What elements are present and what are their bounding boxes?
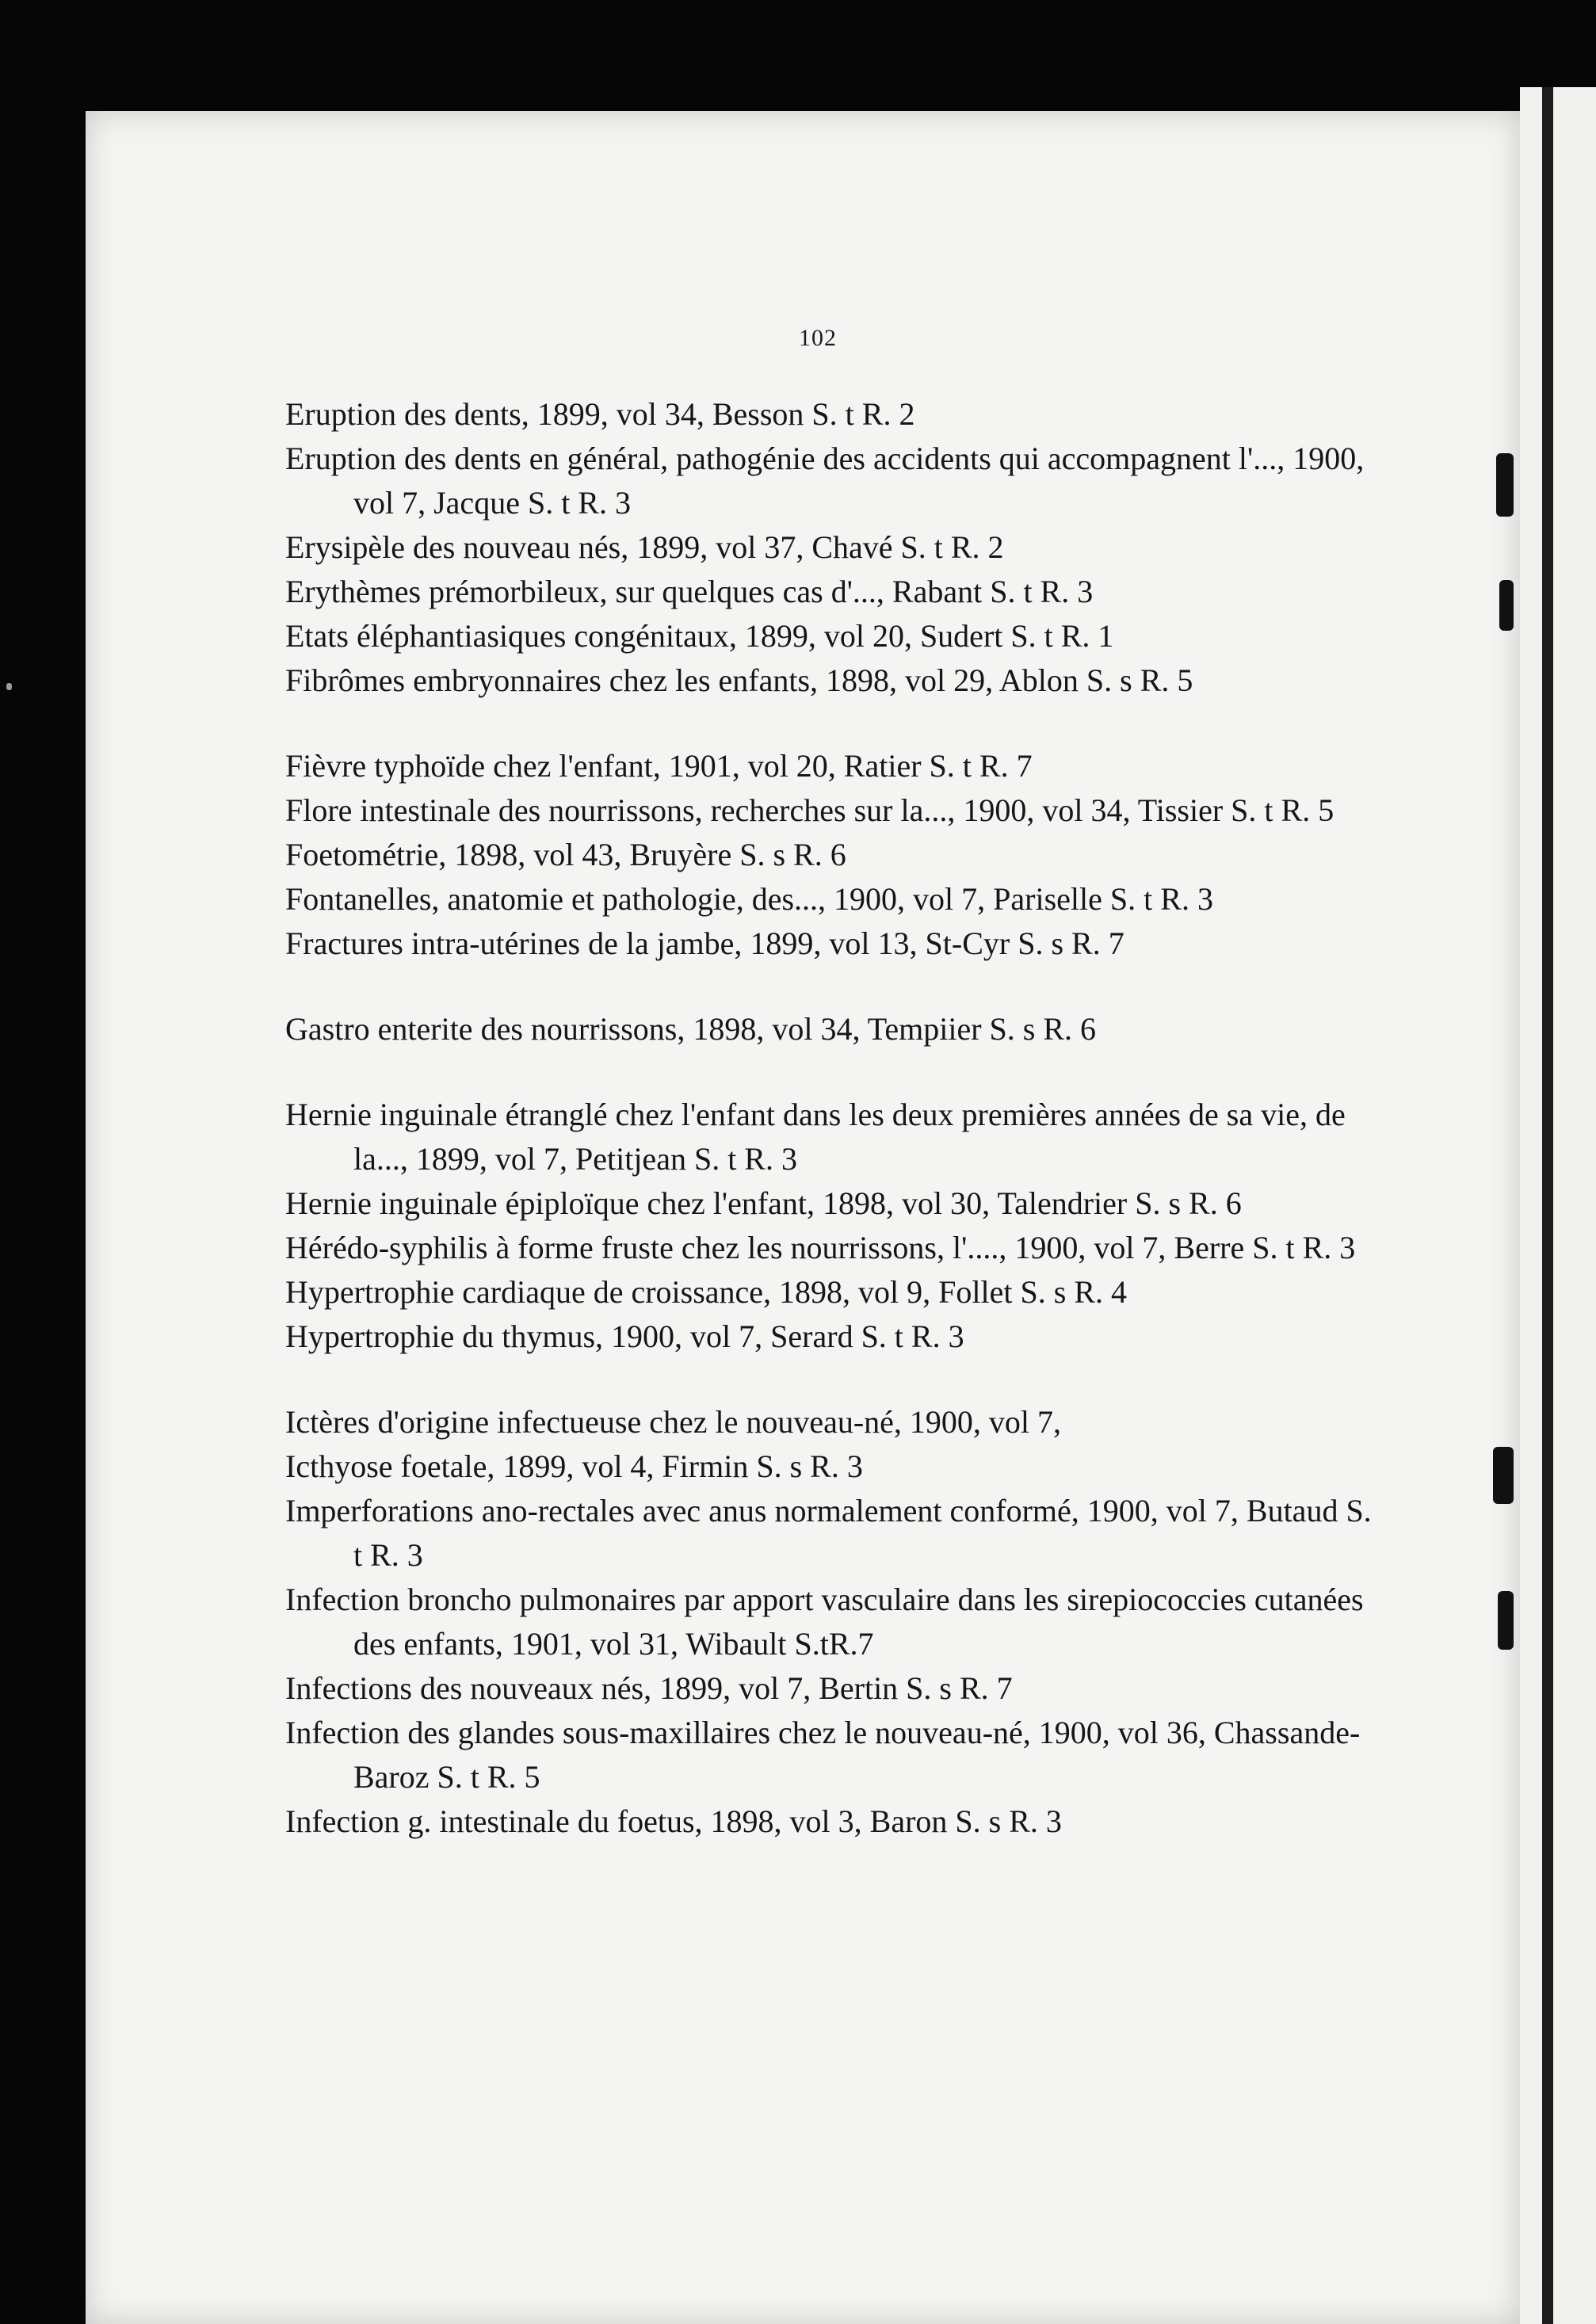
index-entry: Hypertrophie du thymus, 1900, vol 7, Serard S. t R. 3 — [285, 1318, 964, 1354]
index-entry: Infections des nouveaux nés, 1899, vol 7, Bertin S. s R. 7 — [285, 1670, 1013, 1706]
page-gutter-rule — [1542, 87, 1553, 2324]
index-entry: Flore intestinale des nourrissons, recherches sur la..., 1900, vol 34, Tissier S. t R. 5 — [285, 792, 1334, 828]
page-number: 102 — [799, 325, 837, 351]
index-entry: Hérédo-syphilis à forme fruste chez les nourrissons, l'...., 1900, vol 7, Berre S. t R. 3 — [285, 1230, 1356, 1265]
index-entries — [285, 392, 1375, 1844]
index-entry: Imperforations ano-rectales avec anus normalement conformé, 1900, vol 7, Butaud S. t R. 3 — [285, 1493, 1372, 1573]
adjacent-page-edge — [1520, 87, 1596, 2324]
margin-mark — [1496, 453, 1514, 517]
scan-speck — [6, 683, 12, 690]
index-entry: Hernie inguinale épiploïque chez l'enfant, 1898, vol 30, Talendrier S. s R. 6 — [285, 1185, 1242, 1221]
index-entry: Etats éléphantiasiques congénitaux, 1899, vol 20, Sudert S. t R. 1 — [285, 618, 1114, 654]
margin-mark — [1493, 1447, 1514, 1504]
index-entry: Erysipèle des nouveau nés, 1899, vol 37, Chavé S. t R. 2 — [285, 529, 1004, 565]
index-entry: Eruption des dents, 1899, vol 34, Besson S. t R. 2 — [285, 396, 915, 432]
index-entry: Gastro enterite des nourrissons, 1898, vol 34, Tempiier S. s R. 6 — [285, 1011, 1097, 1047]
margin-mark — [1498, 1591, 1514, 1650]
margin-mark — [1499, 580, 1514, 631]
index-entry: Foetométrie, 1898, vol 43, Bruyère S. s R. 6 — [285, 837, 846, 872]
index-entry: Erythèmes prémorbileux, sur quelques cas d'..., Rabant S. t R. 3 — [285, 574, 1094, 609]
index-entry: Infection g. intestinale du foetus, 1898, vol 3, Baron S. s R. 3 — [285, 1803, 1062, 1839]
index-entry: Ictères d'origine infectueuse chez le nouveau-né, 1900, vol 7, — [285, 1404, 1062, 1440]
index-entry: Infection broncho pulmonaires par apport vasculaire dans les sirepiococcies cutanées des enfants, 1901, vol 31, Wibault S.tR.7 — [285, 1582, 1364, 1662]
index-entry: Hernie inguinale étranglé chez l'enfant dans les deux premières années de sa vie, de la..., 1899, vol 7, Petitjean S. t R. 3 — [285, 1097, 1346, 1177]
index-entry: Icthyose foetale, 1899, vol 4, Firmin S. s R. 3 — [285, 1448, 863, 1484]
index-entry: Hypertrophie cardiaque de croissance, 1898, vol 9, Follet S. s R. 4 — [285, 1274, 1127, 1310]
index-entry: Fractures intra-utérines de la jambe, 1899, vol 13, St-Cyr S. s R. 7 — [285, 925, 1124, 961]
index-entry: Fièvre typhoïde chez l'enfant, 1901, vol 20, Ratier S. t R. 7 — [285, 748, 1033, 784]
index-entry: Fontanelles, anatomie et pathologie, des..., 1900, vol 7, Pariselle S. t R. 3 — [285, 881, 1213, 917]
index-entry: Infection des glandes sous-maxillaires chez le nouveau-né, 1900, vol 36, Chassande- Baroz S. t R. 5 — [285, 1715, 1361, 1795]
index-entry: Eruption des dents en général, pathogénie des accidents qui accompagnent l'..., 1900, vol 7, Jacque S. t R. 3 — [285, 441, 1365, 521]
index-entry: Fibrômes embryonnaires chez les enfants, 1898, vol 29, Ablon S. s R. 5 — [285, 662, 1193, 698]
